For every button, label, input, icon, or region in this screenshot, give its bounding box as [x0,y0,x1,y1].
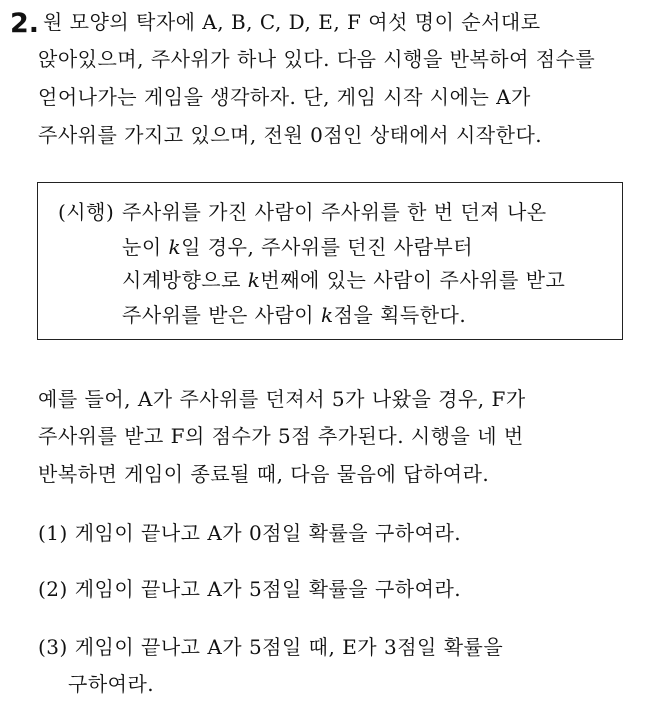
trial-line-2-part-b: 일 경우, 주사위를 던진 사람부터 [181,235,474,259]
variable-k: k [247,268,261,292]
trial-line-4-part-b: 점을 획득한다. [333,303,467,327]
example-line-3: 반복하면 게임이 종료될 때, 다음 물음에 답하여라. [38,462,490,486]
intro-line-4: 주사위를 가지고 있으며, 전원 0점인 상태에서 시작한다. [38,123,543,147]
question-1: (1) 게임이 끝나고 A가 0점일 확률을 구하여라. [38,521,462,545]
example-line-2: 주사위를 받고 F의 점수가 5점 추가된다. 시행을 네 번 [38,424,524,448]
trial-line-4-part-a: 주사위를 받은 사람이 [122,303,321,327]
trial-line-2-part-a: 눈이 [122,235,169,259]
variable-k: k [320,303,334,327]
trial-line-1: 주사위를 가진 사람이 주사위를 한 번 던져 나온 [122,200,547,224]
trial-line-3-part-b: 번째에 있는 사람이 주사위를 받고 [260,268,566,292]
trial-line-3 [122,268,565,292]
intro-line-3: 얻어나가는 게임을 생각하자. 단, 게임 시작 시에는 A가 [38,85,531,109]
question-3-continued: 구하여라. [68,672,155,696]
variable-k: k [168,235,182,259]
intro-line-2: 앉아있으며, 주사위가 하나 있다. 다음 시행을 반복하여 점수를 [38,47,596,71]
trial-line-3-part-a: 시계방향으로 [122,268,248,292]
problem-number: 2. [10,8,40,39]
trial-line-2 [122,235,473,259]
trial-line-4 [122,303,466,327]
example-line-1: 예를 들어, A가 주사위를 던져서 5가 나왔을 경우, F가 [38,387,526,411]
trial-label: (시행) [58,200,115,224]
intro-line-1: 원 모양의 탁자에 A, B, C, D, E, F 여섯 명이 순서대로 [43,10,541,34]
question-2: (2) 게임이 끝나고 A가 5점일 확률을 구하여라. [38,577,462,601]
question-3: (3) 게임이 끝나고 A가 5점일 때, E가 3점일 확률을 [38,635,504,659]
